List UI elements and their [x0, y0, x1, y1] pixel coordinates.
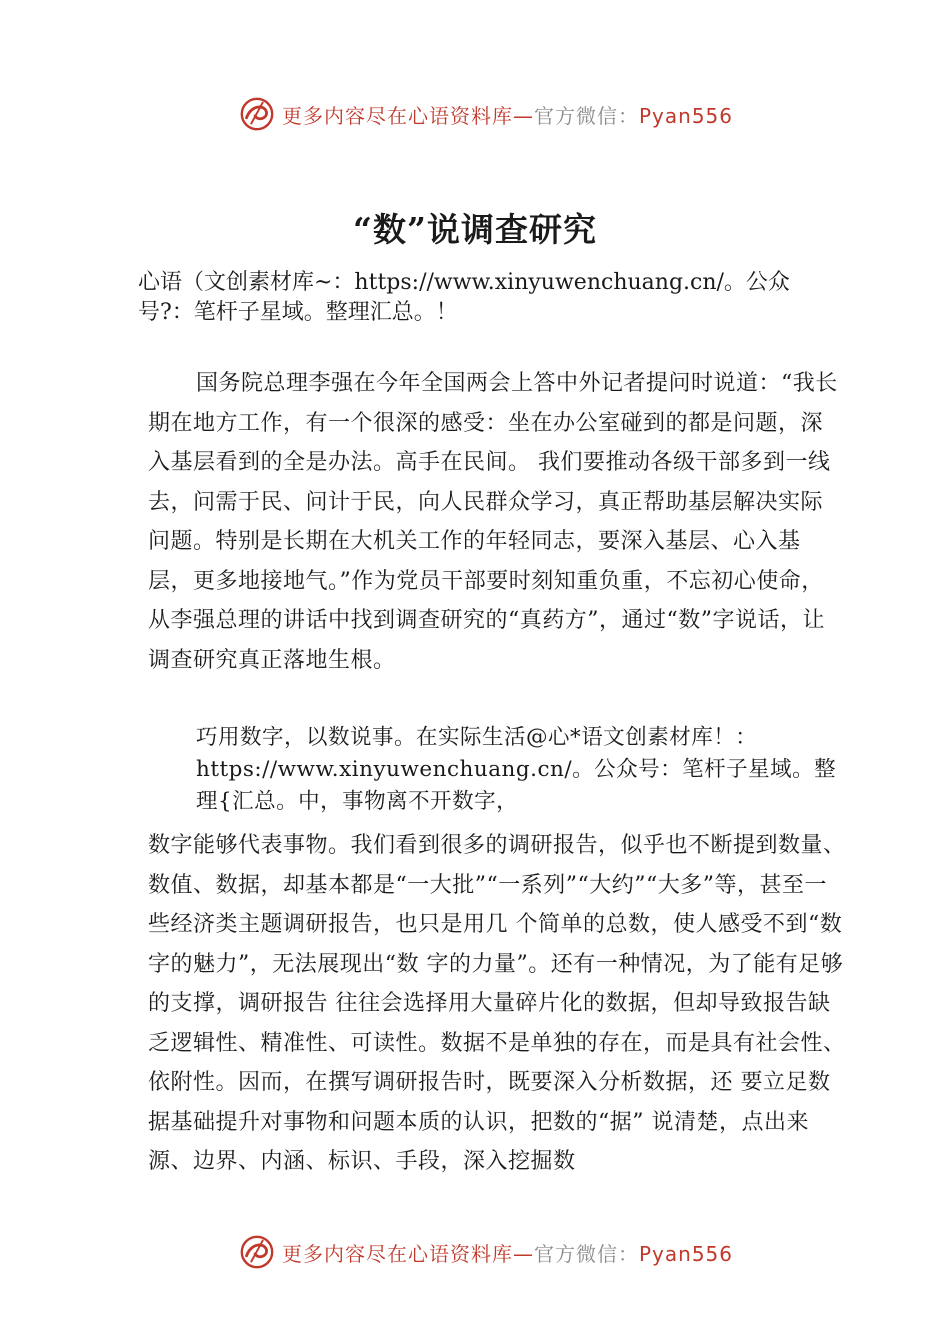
wechat-id: Pyan556 — [639, 1241, 734, 1266]
paragraph-3: 数字能够代表事物。我们看到很多的调研报告，似乎也不断提到数量、数值、数据，却基本都是“一大批”“一系列”“大约”“大多”等，甚至一些经济类主题调研报告，也只是用几 个简单的总数，使人感受不到“数字的魅力”，无法展现出“数 字的力量”。还有一种情况，为了能有足够的支撑，调研报告 往往会选择用大量碎片化的数据，但却导致报告缺乏逻辑性、精准性、可读性。数据不是单独的存在，而是具有社会性、依附性。因而，在撰写调研报告时，既要深入分析数据，还 要立足数据基础提升对事物和问题本质的认识，把数的“据” 说清楚，点出来源、边界、内涵、标识、手段，深入挖掘数 — [148, 833, 846, 1174]
page-title: “数”说调查研究 — [353, 210, 597, 249]
wechat-id: Pyan556 — [639, 103, 734, 128]
header-banner — [238, 94, 733, 134]
footer-banner — [238, 1232, 733, 1272]
paragraph-2: 巧用数字，以数说事。在实际生活@心*语文创素材库！：https://www.xinyuwenchuang.cn/。公众号：笔杆子星域。整理{汇总。中，事物离不开数字， — [196, 725, 837, 814]
swirl-logo-icon — [238, 1233, 276, 1271]
source-line: 心语（文创素材库~：https://www.xinyuwenchuang.cn/。公众号?：笔杆子星域。整理汇总。！ — [138, 270, 790, 325]
swirl-logo-icon — [238, 95, 276, 133]
banner-text: 更多内容尽在心语资料库—官方微信：Pyan556 — [282, 103, 734, 128]
paragraph-1: 国务院总理李强在今年全国两会上答中外记者提问时说道：“我长期在地方工作，有一个很深的感受：坐在办公室碰到的都是问题，深入基层看到的全是办法。高手在民间。 我们要推动各级干部多到一线去，问需于民、问计于民，向人民群众学习，真正帮助基层解决实际问题。特别是长期在大机关工作的年轻同志，要深入基层、心入基层，更多地接地气。”作为党员干部要时刻知重负重，不忘初心使命，从李强总理的讲话中找到调查研究的“真药方”，通过“数”字说话，让调查研究真正落地生根。 — [148, 371, 838, 673]
banner-text: 更多内容尽在心语资料库—官方微信：Pyan556 — [282, 1241, 734, 1266]
